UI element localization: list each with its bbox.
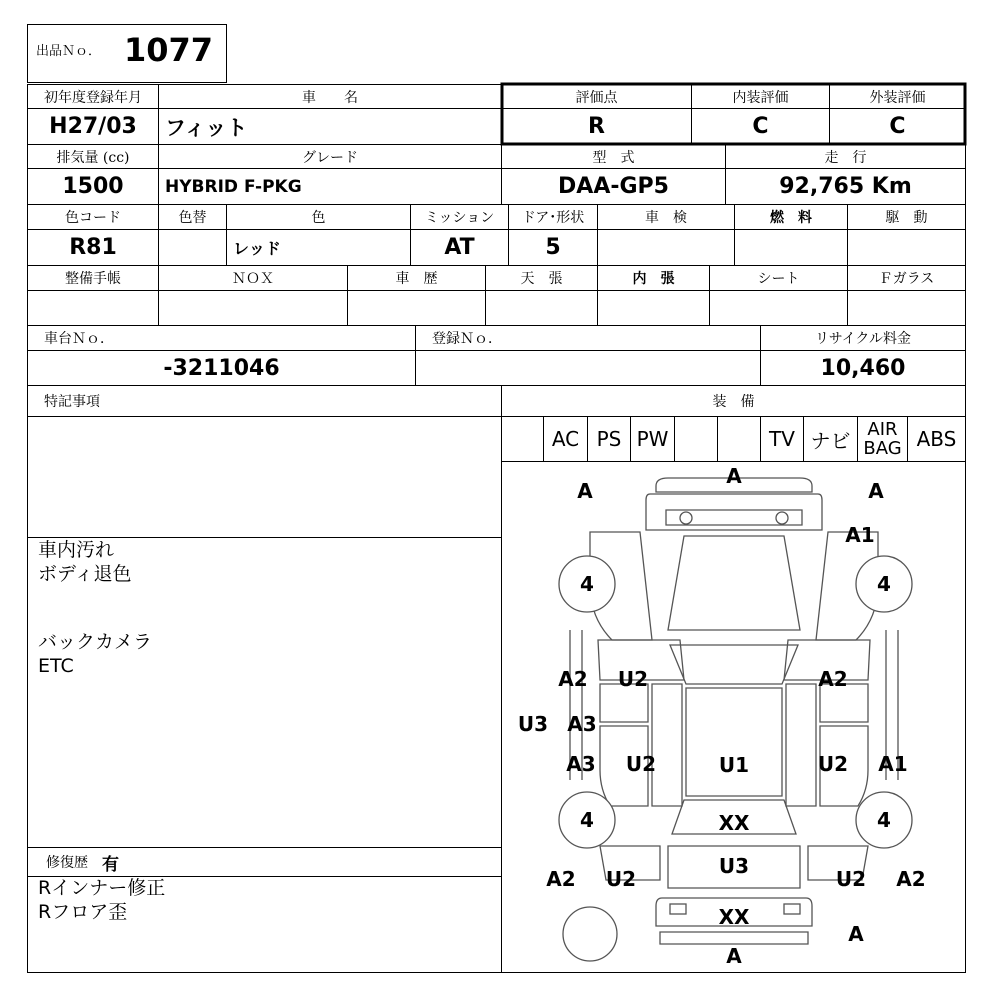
color-label: 色 (311, 210, 326, 226)
chassis-number-label: 車台Ｎｏ． (44, 331, 114, 347)
equip-abs: ABS (916, 427, 957, 451)
headliner-label: 天 張 (520, 271, 563, 287)
repair-line: Rフロア歪 (38, 901, 128, 923)
interior-grade-value: C (752, 114, 769, 139)
damage-mark: A (726, 944, 742, 968)
mileage-label: 走 行 (824, 149, 867, 166)
recycle-fee-label: リサイクル料金 (814, 331, 912, 347)
color-change-label: 色替 (178, 210, 207, 226)
repair-history-label: 修復歴 (46, 855, 88, 871)
equip-navi: ナビ (810, 428, 851, 453)
interior-trim-label: 内 張 (632, 271, 675, 287)
tire-tread-mark: 4 (580, 808, 594, 832)
damage-mark: XX (718, 811, 750, 835)
interior-grade-label: 内装評価 (732, 89, 789, 106)
damage-mark: XX (718, 905, 750, 929)
equip-ac: AC (551, 427, 580, 451)
damage-mark: A3 (566, 752, 596, 776)
mileage-value: 92,765 Km (779, 174, 912, 199)
damage-mark: U2 (617, 667, 649, 691)
tire-tread-mark: 4 (877, 808, 891, 832)
equip-ps: PS (596, 427, 622, 451)
grade-value: HYBRID F-PKG (165, 176, 302, 197)
damage-mark: U2 (625, 752, 657, 776)
vehicle-history-label: 車 歴 (395, 271, 438, 287)
color-code-value: R81 (69, 235, 117, 260)
drive-label: 駆 動 (885, 210, 928, 226)
door-shape-label: ドア･形状 (521, 210, 585, 226)
exterior-grade-value: C (889, 114, 906, 139)
score-label: 評価点 (575, 89, 618, 106)
chassis-number-value: -3211046 (163, 355, 280, 381)
equip-airbag: AIR BAG (863, 419, 902, 459)
displacement-value: 1500 (62, 174, 124, 199)
inspection-label: 車 検 (645, 210, 687, 226)
damage-mark: U2 (835, 867, 867, 891)
registration-number-label: 登録Ｎｏ． (432, 331, 502, 347)
exterior-grade-label: 外装評価 (869, 89, 926, 106)
note-line: バックカメラ (38, 631, 153, 653)
tire-tread-mark: 4 (580, 572, 594, 596)
model-label: 型 式 (592, 149, 635, 166)
damage-mark: A3 (567, 712, 597, 736)
damage-mark: U3 (517, 712, 549, 736)
equipment-label: 装 備 (712, 394, 755, 410)
lot-number-label: 出品Ｎｏ． (36, 44, 102, 59)
displacement-label: 排気量 (cc) (56, 149, 130, 166)
color-code-label: 色コード (65, 210, 121, 226)
grade-label: グレード (302, 149, 358, 166)
damage-mark: U2 (817, 752, 849, 776)
notes-label: 特記事項 (44, 394, 100, 410)
door-value: 5 (545, 235, 561, 260)
note-line: 車内汚れ (38, 539, 115, 561)
fuel-label: 燃 料 (770, 210, 812, 226)
model-value: DAA-GP5 (558, 174, 669, 199)
note-line: ETC (38, 655, 74, 677)
damage-mark: A (848, 922, 864, 946)
damage-mark: U3 (718, 854, 750, 878)
car-name-value: フィット (165, 115, 248, 140)
equip-pw: PW (636, 427, 669, 451)
first-registration-value: H27/03 (49, 114, 137, 139)
equip-tv: TV (769, 427, 795, 451)
damage-mark: A2 (896, 867, 926, 891)
damage-mark: A1 (845, 523, 875, 547)
damage-mark: U2 (605, 867, 637, 891)
mission-value: AT (444, 235, 475, 260)
front-glass-label: Ｆガラス (878, 271, 935, 287)
repair-line: Rインナー修正 (38, 877, 166, 899)
nox-label: ＮＯＸ (232, 271, 274, 287)
car-name-label: 車 名 (302, 89, 358, 106)
mission-label: ミッション (424, 210, 495, 226)
damage-mark: A1 (878, 752, 908, 776)
color-value: レッド (233, 239, 281, 258)
first-registration-label: 初年度登録年月 (44, 89, 142, 106)
damage-mark: A2 (546, 867, 576, 891)
repair-history-value: 有 (102, 854, 119, 875)
lot-number-value: 1077 (124, 31, 214, 69)
damage-mark: A2 (818, 667, 848, 691)
damage-mark: A (726, 464, 742, 488)
seat-label: シート (757, 271, 800, 287)
recycle-fee-value: 10,460 (820, 355, 906, 381)
damage-mark: A (868, 479, 884, 503)
damage-mark: A2 (558, 667, 588, 691)
damage-mark: A (577, 479, 593, 503)
score-value: R (588, 114, 605, 139)
damage-mark: U1 (718, 753, 750, 777)
maintenance-book-label: 整備手帳 (65, 271, 121, 287)
tire-tread-mark: 4 (877, 572, 891, 596)
note-line: ボディ退色 (38, 563, 132, 585)
